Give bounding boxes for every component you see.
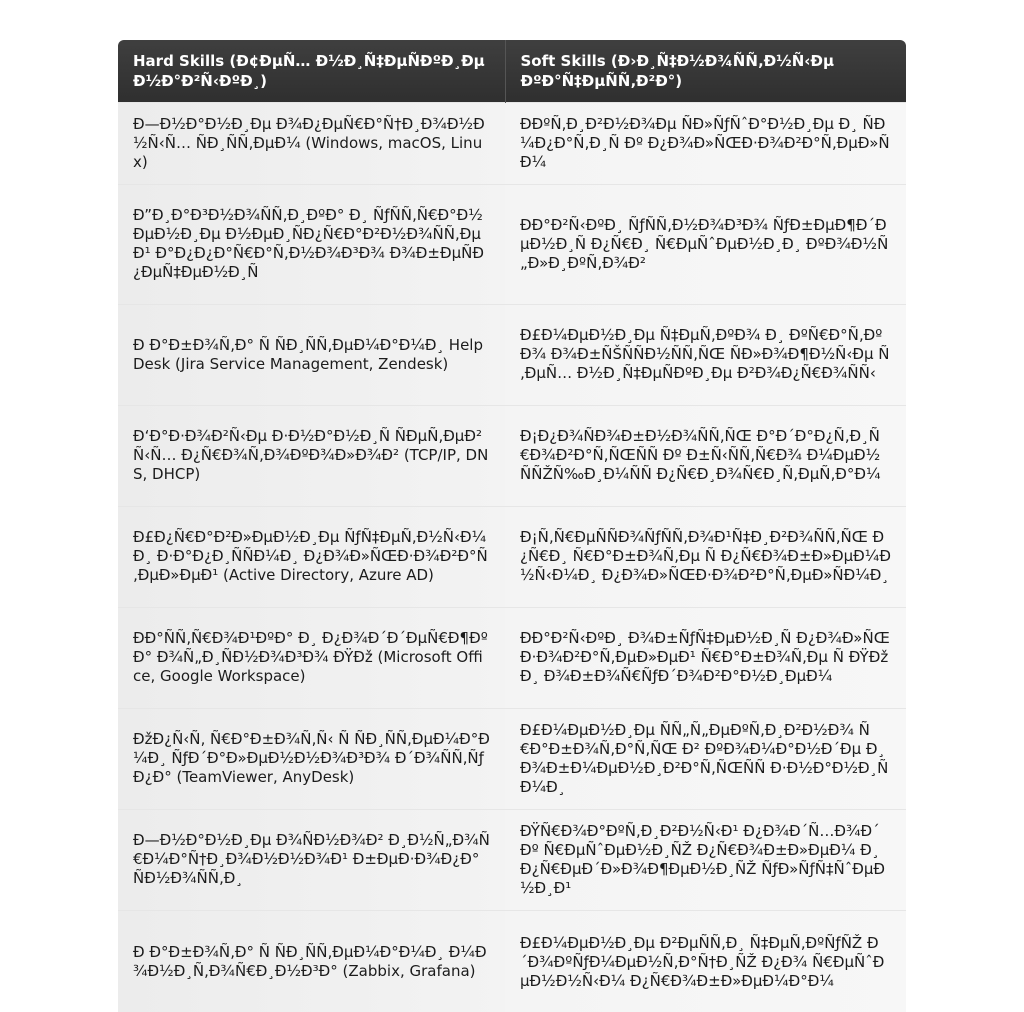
header-hard-skills: Hard Skills (Ð¢ÐµÑ… Ð½Ð¸Ñ‡ÐµÑÐºÐ¸Ðµ Ð½Ð°Ð²Ñ‹ÐºÐ¸) (118, 40, 505, 102)
hard-skill-cell: Ð”Ð¸Ð°Ð³Ð½Ð¾ÑÑ‚Ð¸ÐºÐ° Ð¸ ÑƒÑÑ‚Ñ€Ð°Ð½ÐµÐ½Ð¸Ðµ Ð½ÐµÐ¸ÑÐ¿Ñ€Ð°Ð²Ð½Ð¾ÑÑ‚ÐµÐ¹ Ð°Ð¿Ð¿Ð°Ñ€Ð°Ñ‚Ð½Ð¾Ð³Ð¾ Ð¾Ð±ÐµÑÐ¿ÐµÑ‡ÐµÐ½Ð¸Ñ (118, 184, 505, 304)
table-row (118, 184, 906, 304)
skills-table (118, 40, 906, 1012)
soft-skill-cell: Ð£Ð¼ÐµÐ½Ð¸Ðµ Ñ‡ÐµÑ‚ÐºÐ¾ Ð¸ ÐºÑ€Ð°Ñ‚ÐºÐ¾ Ð¾Ð±ÑŠÑÑÐ½ÑÑ‚ÑŒ ÑÐ»Ð¾Ð¶Ð½Ñ‹Ðµ Ñ‚ÐµÑ… Ð½Ð¸Ñ‡ÐµÑÐºÐ¸Ðµ Ð²Ð¾Ð¿Ñ€Ð¾ÑÑ‹ (505, 304, 906, 405)
soft-skill-cell: Ð¡Ñ‚Ñ€ÐµÑÑÐ¾ÑƒÑÑ‚Ð¾Ð¹Ñ‡Ð¸Ð²Ð¾ÑÑ‚ÑŒ Ð¿Ñ€Ð¸ Ñ€Ð°Ð±Ð¾Ñ‚Ðµ Ñ Ð¿Ñ€Ð¾Ð±Ð»ÐµÐ¼Ð½Ñ‹Ð¼Ð¸ Ð¿Ð¾Ð»ÑŒÐ·Ð¾Ð²Ð°Ñ‚ÐµÐ»ÑÐ¼Ð¸ (505, 506, 906, 607)
table-row (118, 304, 906, 405)
hard-skill-cell: Ð—Ð½Ð°Ð½Ð¸Ðµ Ð¾ÑÐ½Ð¾Ð² Ð¸Ð½Ñ„Ð¾Ñ€Ð¼Ð°Ñ†Ð¸Ð¾Ð½Ð½Ð¾Ð¹ Ð±ÐµÐ·Ð¾Ð¿Ð°ÑÐ½Ð¾ÑÑ‚Ð¸ (118, 809, 505, 910)
table-row (118, 910, 906, 1012)
table-row (118, 708, 906, 809)
hard-skill-cell: Ð Ð°Ð±Ð¾Ñ‚Ð° Ñ ÑÐ¸ÑÑ‚ÐµÐ¼Ð°Ð¼Ð¸ Help Desk (Jira Service Management, Zendesk) (118, 304, 505, 405)
header-row (118, 40, 906, 102)
table-row (118, 607, 906, 708)
table-body (118, 102, 906, 1012)
soft-skill-cell: ÐÐ°Ð²Ñ‹ÐºÐ¸ Ð¾Ð±ÑƒÑ‡ÐµÐ½Ð¸Ñ Ð¿Ð¾Ð»ÑŒÐ·Ð¾Ð²Ð°Ñ‚ÐµÐ»ÐµÐ¹ Ñ€Ð°Ð±Ð¾Ñ‚Ðµ Ñ ÐŸÐž Ð¸ Ð¾Ð±Ð¾Ñ€ÑƒÐ´Ð¾Ð²Ð°Ð½Ð¸ÐµÐ¼ (505, 607, 906, 708)
header-soft-skills: Soft Skills (Ð›Ð¸Ñ‡Ð½Ð¾ÑÑ‚Ð½Ñ‹Ðµ ÐºÐ°Ñ‡ÐµÑÑ‚Ð²Ð°) (505, 40, 906, 102)
soft-skill-cell: Ð¡Ð¿Ð¾ÑÐ¾Ð±Ð½Ð¾ÑÑ‚ÑŒ Ð°Ð´Ð°Ð¿Ñ‚Ð¸Ñ€Ð¾Ð²Ð°Ñ‚ÑŒÑÑ Ðº Ð±Ñ‹ÑÑ‚Ñ€Ð¾ Ð¼ÐµÐ½ÑÑŽÑ‰Ð¸Ð¼ÑÑ Ð¿Ñ€Ð¸Ð¾Ñ€Ð¸Ñ‚ÐµÑ‚Ð°Ð¼ (505, 405, 906, 506)
hard-skill-cell: Ð Ð°Ð±Ð¾Ñ‚Ð° Ñ ÑÐ¸ÑÑ‚ÐµÐ¼Ð°Ð¼Ð¸ Ð¼Ð¾Ð½Ð¸Ñ‚Ð¾Ñ€Ð¸Ð½Ð³Ð° (Zabbix, Grafana) (118, 910, 505, 1012)
hard-skill-cell: Ð£Ð¿Ñ€Ð°Ð²Ð»ÐµÐ½Ð¸Ðµ ÑƒÑ‡ÐµÑ‚Ð½Ñ‹Ð¼Ð¸ Ð·Ð°Ð¿Ð¸ÑÑÐ¼Ð¸ Ð¿Ð¾Ð»ÑŒÐ·Ð¾Ð²Ð°Ñ‚ÐµÐ»ÐµÐ¹ (Active Directory, Azure AD) (118, 506, 505, 607)
soft-skill-cell: ÐÐ°Ð²Ñ‹ÐºÐ¸ ÑƒÑÑ‚Ð½Ð¾Ð³Ð¾ ÑƒÐ±ÐµÐ¶Ð´ÐµÐ½Ð¸Ñ Ð¿Ñ€Ð¸ Ñ€ÐµÑˆÐµÐ½Ð¸Ð¸ ÐºÐ¾Ð½Ñ„Ð»Ð¸ÐºÑ‚Ð¾Ð² (505, 184, 906, 304)
table-header (118, 40, 906, 102)
table-row (118, 506, 906, 607)
hard-skill-cell: ÐžÐ¿Ñ‹Ñ‚ Ñ€Ð°Ð±Ð¾Ñ‚Ñ‹ Ñ ÑÐ¸ÑÑ‚ÐµÐ¼Ð°Ð¼Ð¸ ÑƒÐ´Ð°Ð»ÐµÐ½Ð½Ð¾Ð³Ð¾ Ð´Ð¾ÑÑ‚ÑƒÐ¿Ð° (TeamViewer, AnyDesk) (118, 708, 505, 809)
skills-table-container (118, 40, 906, 1012)
table-row (118, 405, 906, 506)
hard-skill-cell: Ð—Ð½Ð°Ð½Ð¸Ðµ Ð¾Ð¿ÐµÑ€Ð°Ñ†Ð¸Ð¾Ð½Ð½Ñ‹Ñ… ÑÐ¸ÑÑ‚ÐµÐ¼ (Windows, macOS, Linux) (118, 102, 505, 184)
soft-skill-cell: ÐŸÑ€Ð¾Ð°ÐºÑ‚Ð¸Ð²Ð½Ñ‹Ð¹ Ð¿Ð¾Ð´Ñ…Ð¾Ð´ Ðº Ñ€ÐµÑˆÐµÐ½Ð¸ÑŽ Ð¿Ñ€Ð¾Ð±Ð»ÐµÐ¼ Ð¸ Ð¿Ñ€ÐµÐ´Ð»Ð¾Ð¶ÐµÐ½Ð¸ÑŽ ÑƒÐ»ÑƒÑ‡ÑˆÐµÐ½Ð¸Ð¹ (505, 809, 906, 910)
hard-skill-cell: ÐÐ°ÑÑ‚Ñ€Ð¾Ð¹ÐºÐ° Ð¸ Ð¿Ð¾Ð´Ð´ÐµÑ€Ð¶ÐºÐ° Ð¾Ñ„Ð¸ÑÐ½Ð¾Ð³Ð¾ ÐŸÐž (Microsoft Office, Google Workspace) (118, 607, 505, 708)
soft-skill-cell: Ð£Ð¼ÐµÐ½Ð¸Ðµ ÑÑ„Ñ„ÐµÐºÑ‚Ð¸Ð²Ð½Ð¾ Ñ€Ð°Ð±Ð¾Ñ‚Ð°Ñ‚ÑŒ Ð² ÐºÐ¾Ð¼Ð°Ð½Ð´Ðµ Ð¸ Ð¾Ð±Ð¼ÐµÐ½Ð¸Ð²Ð°Ñ‚ÑŒÑÑ Ð·Ð½Ð°Ð½Ð¸ÑÐ¼Ð¸ (505, 708, 906, 809)
soft-skill-cell: Ð£Ð¼ÐµÐ½Ð¸Ðµ Ð²ÐµÑÑ‚Ð¸ Ñ‡ÐµÑ‚ÐºÑƒÑŽ Ð´Ð¾ÐºÑƒÐ¼ÐµÐ½Ñ‚Ð°Ñ†Ð¸ÑŽ Ð¿Ð¾ Ñ€ÐµÑˆÐµÐ½Ð½Ñ‹Ð¼ Ð¿Ñ€Ð¾Ð±Ð»ÐµÐ¼Ð°Ð¼ (505, 910, 906, 1012)
hard-skill-cell: Ð‘Ð°Ð·Ð¾Ð²Ñ‹Ðµ Ð·Ð½Ð°Ð½Ð¸Ñ ÑÐµÑ‚ÐµÐ²Ñ‹Ñ… Ð¿Ñ€Ð¾Ñ‚Ð¾ÐºÐ¾Ð»Ð¾Ð² (TCP/IP, DNS, DHCP) (118, 405, 505, 506)
table-row (118, 809, 906, 910)
table-row (118, 102, 906, 184)
soft-skill-cell: ÐÐºÑ‚Ð¸Ð²Ð½Ð¾Ðµ ÑÐ»ÑƒÑˆÐ°Ð½Ð¸Ðµ Ð¸ ÑÐ¼Ð¿Ð°Ñ‚Ð¸Ñ Ðº Ð¿Ð¾Ð»ÑŒÐ·Ð¾Ð²Ð°Ñ‚ÐµÐ»ÑÐ¼ (505, 102, 906, 184)
